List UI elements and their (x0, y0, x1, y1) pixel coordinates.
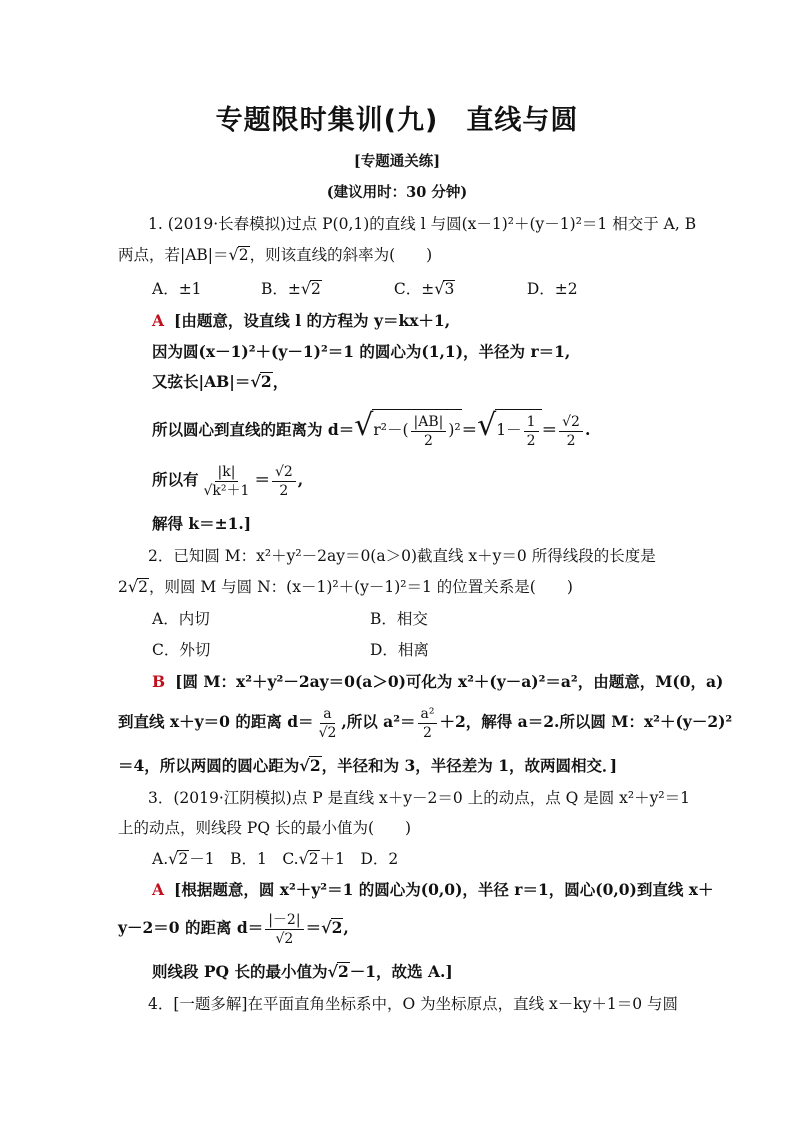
q1-stem-pre: 两点，若|AB|＝ (118, 246, 229, 264)
q2-option-d: D．相离 (370, 641, 429, 659)
q1-option-b: B．±√2 (260, 279, 321, 298)
section-label: [专题通关练] (353, 153, 441, 170)
q1-solution-line1: A [由题意，设直线 l 的方程为 y＝kx＋1, (152, 311, 451, 330)
q1-option-d: D．±2 (526, 280, 578, 298)
q1-solution-line2: 因为圆(x－1)²＋(y－1)²＝1 的圆心为(1,1)，半径为 r＝1, (152, 342, 571, 361)
q3-answer: A (152, 880, 165, 899)
q3-stem-line2: 上的动点，则线段 PQ 长的最小值为( ) (118, 819, 412, 837)
q1-option-a: A．±1 (152, 280, 202, 298)
q1-answer: A (152, 311, 165, 330)
q2-stem-line2: 2√2，则圆 M 与圆 N：(x－1)²＋(y－1)²＝1 的位置关系是( ) (118, 577, 573, 596)
q1-option-c: C．±√3 (393, 279, 455, 298)
q2-option-a: A．内切 (152, 610, 210, 628)
q3-options: A.√2－1 B．1 C.√2＋1 D．2 (152, 849, 399, 868)
page-title: 专题限时集训(九) 直线与圆 (215, 105, 579, 136)
q3-solution-line1: A [根据题意，圆 x²＋y²＝1 的圆心为(0,0)，半径 r＝1，圆心(0,0)到直线 x＋ (152, 880, 714, 899)
q1-stem-post: ，则该直线的斜率为( ) (249, 246, 433, 264)
q1-solution-line5: 所以有 $\frac{|k|}{\text{√k²＋1}}$ ＝ $\frac{√2}{2}$ , (152, 463, 304, 499)
q1-stem-line1: 1. (2019·长春模拟)过点 P(0,1)的直线 l 与圆(x－1)²＋(y－1)²＝1 相交于 A, B (148, 215, 697, 233)
q2-stem-line1: 2．已知圆 M：x²＋y²－2ay＝0(a＞0)截直线 x＋y＝0 所得线段的长度是 (148, 547, 656, 565)
q2-solution-line3: ＝4，所以两圆的圆心距为√2，半径和为 3，半径差为 1，故两圆相交．] (118, 756, 618, 775)
suggested-time: (建议用时：30 分钟) (326, 184, 468, 201)
q1-stem-line2: 两点，若|AB|＝√2，则该直线的斜率为( ) (118, 245, 433, 264)
q4-stem-line1: 4．[一题多解]在平面直角坐标系中，O 为坐标原点，直线 x－ky＋1＝0 与圆 (148, 995, 679, 1013)
q2-answer: B (152, 672, 166, 691)
q3-solution-line2: y－2＝0 的距离 d＝ $\frac{|-2|}{√2}$ ＝√2, (118, 911, 349, 947)
q2-solution-line1: B [圆 M：x²＋y²－2ay＝0(a＞0)可化为 x²＋(y－a)²＝a²，由题意，M(0，a) (152, 672, 724, 691)
q1-options (152, 278, 578, 300)
q2-option-b: B．相交 (370, 610, 428, 628)
q1-solution-line3: 又弦长|AB|＝√2， (152, 372, 289, 391)
q2-option-c: C．外切 (152, 641, 211, 659)
q2-options-row1 (152, 608, 428, 630)
q3-solution-line3: 则线段 PQ 长的最小值为√2－1，故选 A.] (152, 962, 453, 981)
q2-options-row2 (152, 639, 429, 661)
q3-stem-line1: 3．(2019·江阴模拟)点 P 是直线 x＋y－2＝0 上的动点，点 Q 是圆 x²＋y²＝1 (148, 789, 690, 807)
q1-solution-line6: 解得 k＝±1.] (152, 514, 252, 533)
q2-solution-line2: 到直线 x＋y＝0 的距离 d＝ $\frac{a}{√2}$ ,所以 a²＝ $\frac{\text{a²}}{2}$ ＋2，解得 a＝2.所以圆 M：x²＋(y－2)² (118, 705, 733, 741)
q1-solution-line4: 所以圆心到直线的距离为 d＝√r²－( $\frac{|AB|}{2}$ )²＝√1－ $\frac{1}{2}$ ＝ $\frac{√2}{2}$ . (152, 408, 591, 449)
